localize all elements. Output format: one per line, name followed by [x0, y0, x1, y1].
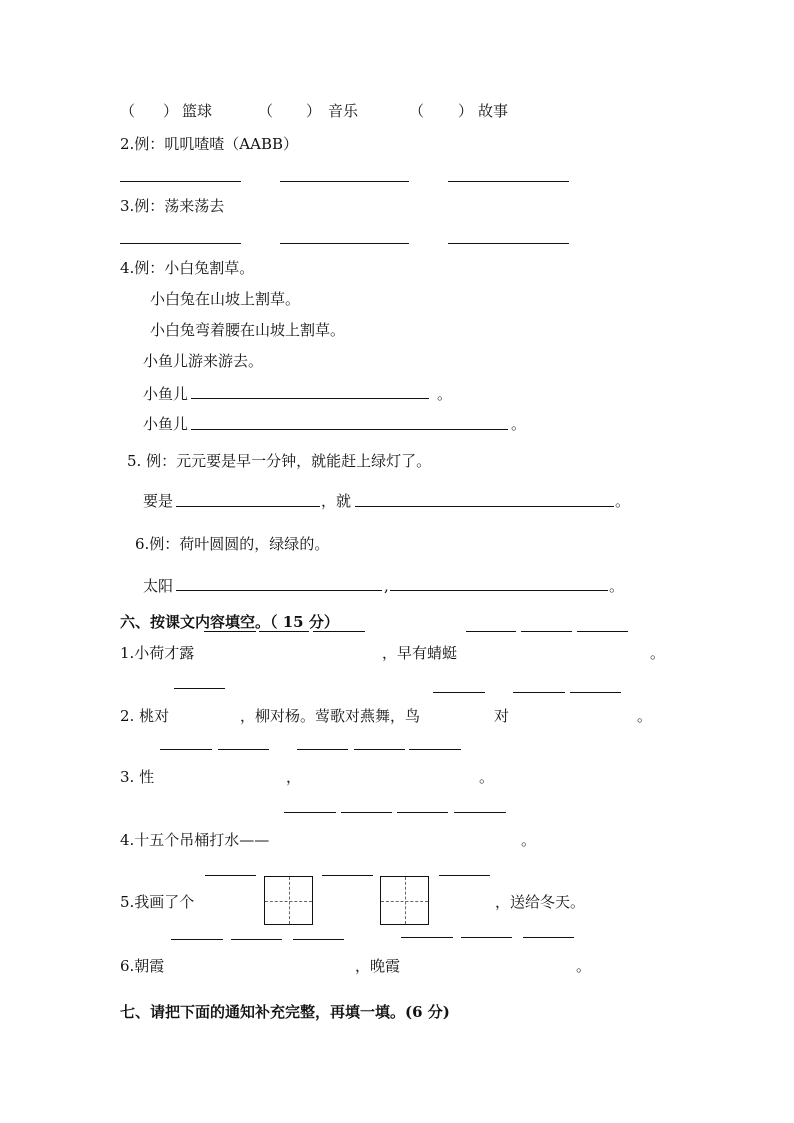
answer-line[interactable]	[341, 812, 392, 813]
answer-line[interactable]	[205, 875, 256, 876]
item-6-mid: ，晚霞	[355, 957, 401, 975]
answer-line[interactable]	[280, 181, 409, 182]
answer-line[interactable]	[231, 939, 282, 940]
bracket-close: ）	[306, 102, 322, 120]
answer-line[interactable]	[439, 875, 490, 876]
period: 。	[615, 492, 631, 510]
answer-line[interactable]	[523, 937, 574, 938]
answer-line[interactable]	[401, 937, 453, 938]
period: 。	[637, 707, 653, 725]
q2-example: 2.例：叽叽喳喳（AABB）	[120, 135, 299, 153]
q4-line2: 小白兔弯着腰在山坡上割草。	[150, 321, 346, 339]
answer-line[interactable]	[577, 631, 628, 632]
q5-example: 5. 例：元元要是早一分钟，就能赶上绿灯了。	[127, 452, 432, 470]
q5-start: 要是	[143, 492, 174, 510]
underline	[259, 631, 309, 632]
word-story: 故事	[478, 102, 509, 120]
section-7-title: 七、请把下面的通知补充完整，再填一填。(6 分)	[120, 1003, 450, 1021]
answer-line[interactable]	[191, 429, 508, 430]
answer-line[interactable]	[466, 631, 516, 632]
word-music: 音乐	[328, 102, 359, 120]
period: 。	[437, 385, 453, 403]
bracket-close: ）	[163, 102, 179, 120]
item-2-mid: ，柳对杨。莺歌对燕舞，鸟	[240, 707, 421, 725]
item-4-start: 4.十五个吊桶打水——	[120, 831, 270, 849]
period: 。	[576, 957, 592, 975]
item-5-start: 5.我画了个	[120, 893, 195, 911]
item-2-dui: 对	[494, 707, 510, 725]
answer-line[interactable]	[174, 688, 225, 689]
q4-line1: 小白兔在山坡上割草。	[150, 290, 301, 308]
item-5-end: ，送给冬天。	[495, 893, 586, 911]
q5-mid: ，就	[321, 492, 352, 510]
answer-line[interactable]	[171, 939, 223, 940]
answer-line[interactable]	[297, 749, 348, 750]
answer-line[interactable]	[448, 181, 569, 182]
q6-mid: ,	[384, 577, 389, 595]
q3-example: 3.例：荡来荡去	[120, 197, 225, 215]
underline	[204, 631, 256, 632]
item-3-mid: ，	[286, 768, 302, 786]
answer-line[interactable]	[120, 243, 241, 244]
answer-line[interactable]	[461, 937, 512, 938]
answer-line[interactable]	[570, 692, 621, 693]
item-6-start: 6.朝霞	[120, 957, 165, 975]
q4-line5-start: 小鱼儿	[143, 415, 189, 433]
bracket-open: （	[258, 102, 274, 120]
tian-grid-box[interactable]	[380, 876, 429, 925]
q4-example: 4.例：小白兔割草。	[120, 259, 255, 277]
answer-line[interactable]	[176, 506, 320, 507]
period: 。	[521, 831, 537, 849]
answer-line[interactable]	[284, 812, 336, 813]
item-1-start: 1.小荷才露	[120, 644, 195, 662]
bracket-open: （	[120, 102, 136, 120]
item-2-start: 2. 桃对	[120, 707, 170, 725]
section-6-title: 六、按课文内容填空。（ 15 分）	[120, 613, 339, 631]
period: 。	[650, 644, 666, 662]
answer-line[interactable]	[454, 812, 506, 813]
answer-line[interactable]	[433, 692, 485, 693]
answer-line[interactable]	[390, 590, 608, 591]
answer-line[interactable]	[191, 398, 429, 399]
answer-line[interactable]	[354, 749, 405, 750]
answer-line[interactable]	[120, 181, 241, 182]
answer-line[interactable]	[218, 749, 269, 750]
q4-line4-start: 小鱼儿	[143, 385, 189, 403]
tian-grid-box[interactable]	[264, 876, 313, 925]
answer-line[interactable]	[521, 631, 572, 632]
bracket-open: （	[409, 102, 425, 120]
answer-line[interactable]	[355, 506, 614, 507]
answer-line[interactable]	[160, 749, 212, 750]
answer-line[interactable]	[448, 243, 569, 244]
q6-example: 6.例：荷叶圆圆的，绿绿的。	[135, 535, 330, 553]
answer-line[interactable]	[322, 875, 373, 876]
answer-line[interactable]	[513, 692, 565, 693]
period: 。	[479, 768, 495, 786]
answer-line[interactable]	[397, 812, 448, 813]
answer-line[interactable]	[409, 749, 461, 750]
period: 。	[511, 415, 527, 433]
underline	[313, 631, 365, 632]
answer-line[interactable]	[280, 243, 409, 244]
answer-line[interactable]	[176, 590, 382, 591]
answer-line[interactable]	[293, 939, 344, 940]
bracket-close: ）	[458, 102, 474, 120]
item-3-start: 3. 性	[120, 768, 155, 786]
item-1-mid: ，早有蜻蜓	[382, 644, 458, 662]
q4-line3: 小鱼儿游来游去。	[143, 352, 264, 370]
word-basketball: 篮球	[182, 102, 213, 120]
period: 。	[609, 577, 625, 595]
q6-start: 太阳	[143, 577, 174, 595]
